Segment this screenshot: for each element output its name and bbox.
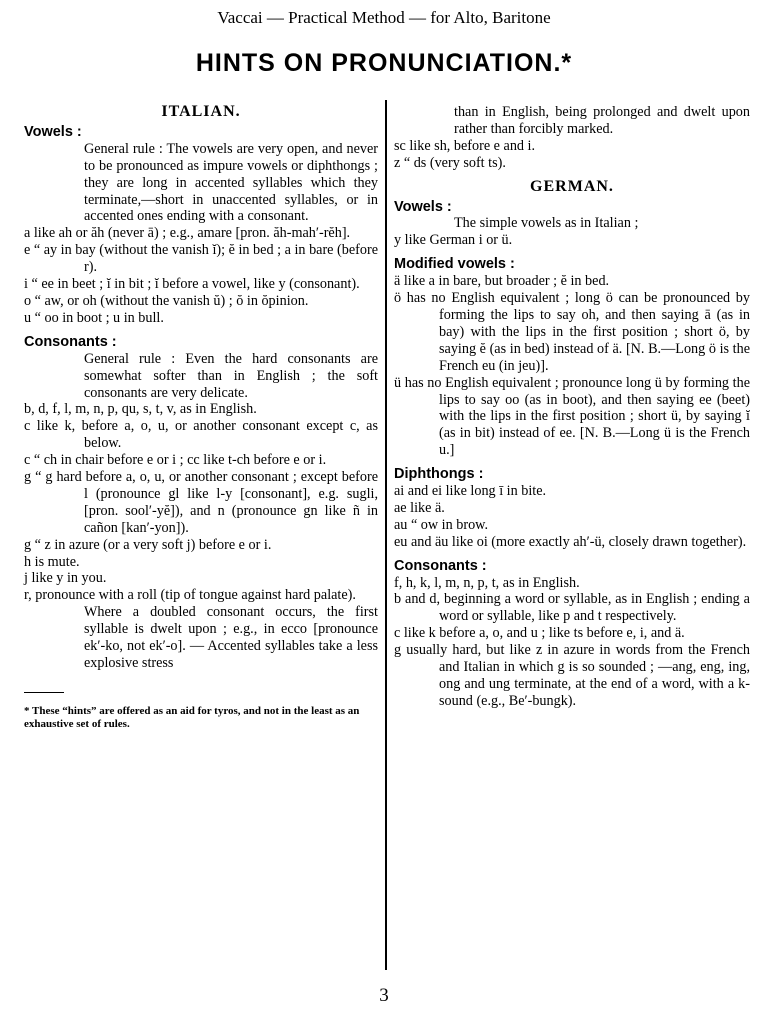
italian-vowel-entry: i “ ee in beet ; ĭ in bit ; ĭ before a vowel, like y (consonant). <box>24 276 360 293</box>
italian-consonant-entry: c “ ch in chair before e or i ; cc like t-ch before e or i. <box>24 452 327 469</box>
italian-consonant-entry: r, pronounce with a roll (tip of tongue against hard palate). <box>24 587 356 604</box>
german-vowel-entry: y like German i or ü. <box>394 232 513 249</box>
italian-vowels-label: Vowels : <box>24 123 82 140</box>
italian-consonant-entry: b, d, f, l, m, n, p, qu, s, t, v, as in English. <box>24 401 257 418</box>
italian-consonant-entry: g “ z in azure (or a very soft j) before e or i. <box>24 536 272 553</box>
italian-consonants-label: Consonants : <box>24 333 117 350</box>
german-diphthongs-label: Diphthongs : <box>394 466 484 483</box>
italian-vowel-entry: o “ aw, or oh (without the vanish ŭ) ; ŏ in ŏpinion. <box>24 292 309 309</box>
italian-consonant-entry: z “ ds (very soft ts). <box>394 154 506 171</box>
italian-consonant-entry: j like y in you. <box>24 570 107 587</box>
german-consonant-entry: c like k before a, o, and u ; like ts before e, i, and ä. <box>394 625 685 642</box>
italian-consonant-entry: g “ g hard before a, o, u, or another consonant ; except before l (pronounce gl like l-y [consonant], e.g. sugli, [pron. sool′-yĕ]), and n (pronounce gn like ñ in cañon [kan′-yon]). <box>24 469 378 536</box>
italian-consonants-rule: General rule : Even the hard consonants are somewhat softer than in English ; the soft consonants are very delicate. <box>84 350 378 401</box>
doubled-consonant-note: Where a doubled consonant occurs, the first syllable is dwelt upon ; e.g., in ecco [pronounce ek′-ko, not ek′-o]. — Accented syllables take a less explosive stress <box>84 604 378 671</box>
page-title: HINTS ON PRONUNCIATION.* <box>195 49 573 77</box>
running-head: Vaccai — Practical Method — for Alto, Baritone <box>217 8 551 27</box>
footnote-rule <box>24 692 64 694</box>
modified-vowel-entry: ö has no English equivalent ; long ö can be pronounced by forming the lips to say oh, and then saying ā (as in bay) with the lips in the first position ; short ö, by saying ĕ (as in bed) instead of ä. [N. B.—Long ö is the French eu (in jeu)]. <box>394 290 750 374</box>
italian-vowel-entry: u “ oo in boot ; u in bull. <box>24 309 164 326</box>
german-vowels-label: Vowels : <box>394 198 452 215</box>
diphthong-entry: ai and ei like long ī in bite. <box>394 483 547 500</box>
italian-vowels-rule: General rule : The vowels are very open, and never to be pronounced as impure vowels or diphthongs ; they are long in accented syllables which they terminate,—short in unaccented syllables, or in accented ones ending with a consonant. <box>84 140 378 225</box>
german-consonant-entry: b and d, beginning a word or syllable, as in English ; ending a word or syllable, like p and t respectively. <box>394 591 750 625</box>
italian-consonant-entry: c like k, before a, o, u, or another consonant except c, as below. <box>24 418 378 452</box>
continued-text: than in English, being prolonged and dwelt upon rather than forcibly marked. <box>454 104 750 137</box>
italian-heading: ITALIAN. <box>161 103 241 120</box>
italian-vowel-entry: a like ah or ăh (never ā) ; e.g., amare [pron. ăh-mah′-rĕh]. <box>24 225 351 242</box>
german-heading: GERMAN. <box>530 177 614 195</box>
modified-vowel-entry: ä like a in bare, but broader ; ĕ in bed. <box>394 273 610 290</box>
german-consonant-entry: f, h, k, l, m, n, p, t, as in English. <box>394 574 580 591</box>
italian-consonant-entry: h is mute. <box>24 553 80 570</box>
italian-consonant-entry: sc like sh, before e and i. <box>394 137 536 154</box>
right-column <box>394 104 750 710</box>
page-number: 3 <box>379 985 389 1006</box>
footnote: * These “hints” are offered as an aid for tyros, and not in the least as an exhaustive set of rules. <box>24 705 360 730</box>
modified-vowel-entry: ü has no English equivalent ; pronounce long ü by forming the lips to say oo (as in boot), and then saying ee (beet) with the lips in the first position ; short ü, by saying ĭ (as in bit) instead of ee. [N. B.—Long ü is the French u.] <box>394 374 750 459</box>
italian-column <box>24 104 378 730</box>
diphthong-entry: au “ ow in brow. <box>394 516 489 533</box>
diphthong-entry: eu and äu like oi (more exactly ah′-ü, closely drawn together). <box>394 533 747 550</box>
german-vowels-text: The simple vowels as in Italian ; <box>454 215 639 232</box>
german-consonants-label: Consonants : <box>394 557 487 574</box>
german-consonant-entry: g usually hard, but like z in azure in words from the French and Italian in which g is so sounded ; —ang, eng, ing, ong and ung terminate, at the end of a word, with a k-sound (e.g., Be′-bungk). <box>394 642 750 709</box>
diphthong-entry: ae like ä. <box>394 499 445 516</box>
italian-vowel-entry: e “ ay in bay (without the vanish ĭ); ĕ in bed ; a in bare (before r). <box>24 242 378 276</box>
column-divider <box>385 100 387 970</box>
german-modified-label: Modified vowels : <box>394 256 515 273</box>
